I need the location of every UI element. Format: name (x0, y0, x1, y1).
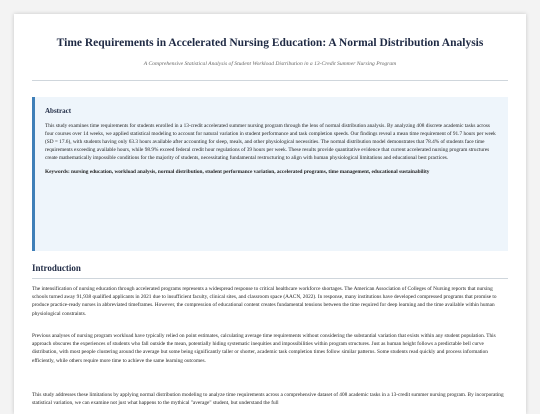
introduction-heading: Introduction (32, 263, 81, 273)
abstract-box (32, 97, 508, 251)
introduction-divider (32, 278, 508, 279)
abstract-heading: Abstract (45, 107, 72, 115)
keywords-list: nursing education, workload analysis, normal distribution, student performance variation, accelerated programs, time management, educational sustainability (71, 169, 430, 176)
introduction-paragraph-1: The intensification of nursing education through accelerated programs represents a widespread response to critical healthcare workforce shortages. The American Association of Colleges of Nursing reports that nursing schools turned away 91,938 qualified applicants in 2021 due to insufficient faculty, clinical sites, and classroom space (AACN, 2022). In response, many institutions have developed compressed programs that promise to produce practice-ready nurses in abbreviated timeframes. However, the compression of educational content creates fundamental tensions between the time required for deep learning and the time available within human physiological constraints. (32, 286, 497, 317)
abstract-text: This study examines time requirements for students enrolled in a 13-credit accelerated summer nursing program through the lens of normal distribution analysis. By analyzing 408 discrete academic tasks across four courses over 14 weeks, we applied statistical modeling to account for natural variation in student performance and task completion speeds. Our findings reveal a mean time requirement of 91.7 hours per week (SD = 17.6), with students having only 63.3 hours available after accounting for sleep, meals, and other physiological necessities. The normal distribution model demonstrates that 78.4% of students face time requirements exceeding available hours, while 98.9% exceed federal credit hour regulations of 39 hours per week. These results provide quantitative evidence that current accelerated nursing program structures create mathematically impossible conditions for the majority of students, necessitating fundamental restructuring to align with human physiological limitations and educational best practices. (45, 123, 496, 162)
title-divider (32, 80, 508, 81)
introduction-paragraph-2: Previous analyses of nursing program workload have typically relied on point estimates, calculating average time requirements without considering the substantial variation that exists within any student population. This approach obscures the experiences of students who fall outside the mean, potentially hiding systematic inequities and impossibilities within program structures. Just as human height follows a predictable bell curve distribution, with most people clustering around the average but some being significantly taller or shorter, academic task completion times follow similar patterns. Some students read quickly and process information efficiently, while others require more time to achieve the same learning outcomes. (32, 333, 496, 364)
keywords (45, 168, 498, 176)
paper-title: Time Requirements in Accelerated Nursing Education: A Normal Distribution Analysis (56, 37, 484, 49)
introduction-paragraph-3: This study addresses these limitations by applying normal distribution modeling to analyze time requirements across a comprehensive dataset of 408 academic tasks in a 13-credit summer nursing program. By incorporating statistical variation, we can examine not just what happens to the mythical "average" student, but understand the full (32, 392, 504, 407)
paper-page (14, 14, 526, 414)
keywords-label: Keywords: (45, 169, 70, 176)
paper-subtitle: A Comprehensive Statistical Analysis of Student Workload Distribution in a 13-Credit Summer Nursing Program (143, 61, 397, 67)
